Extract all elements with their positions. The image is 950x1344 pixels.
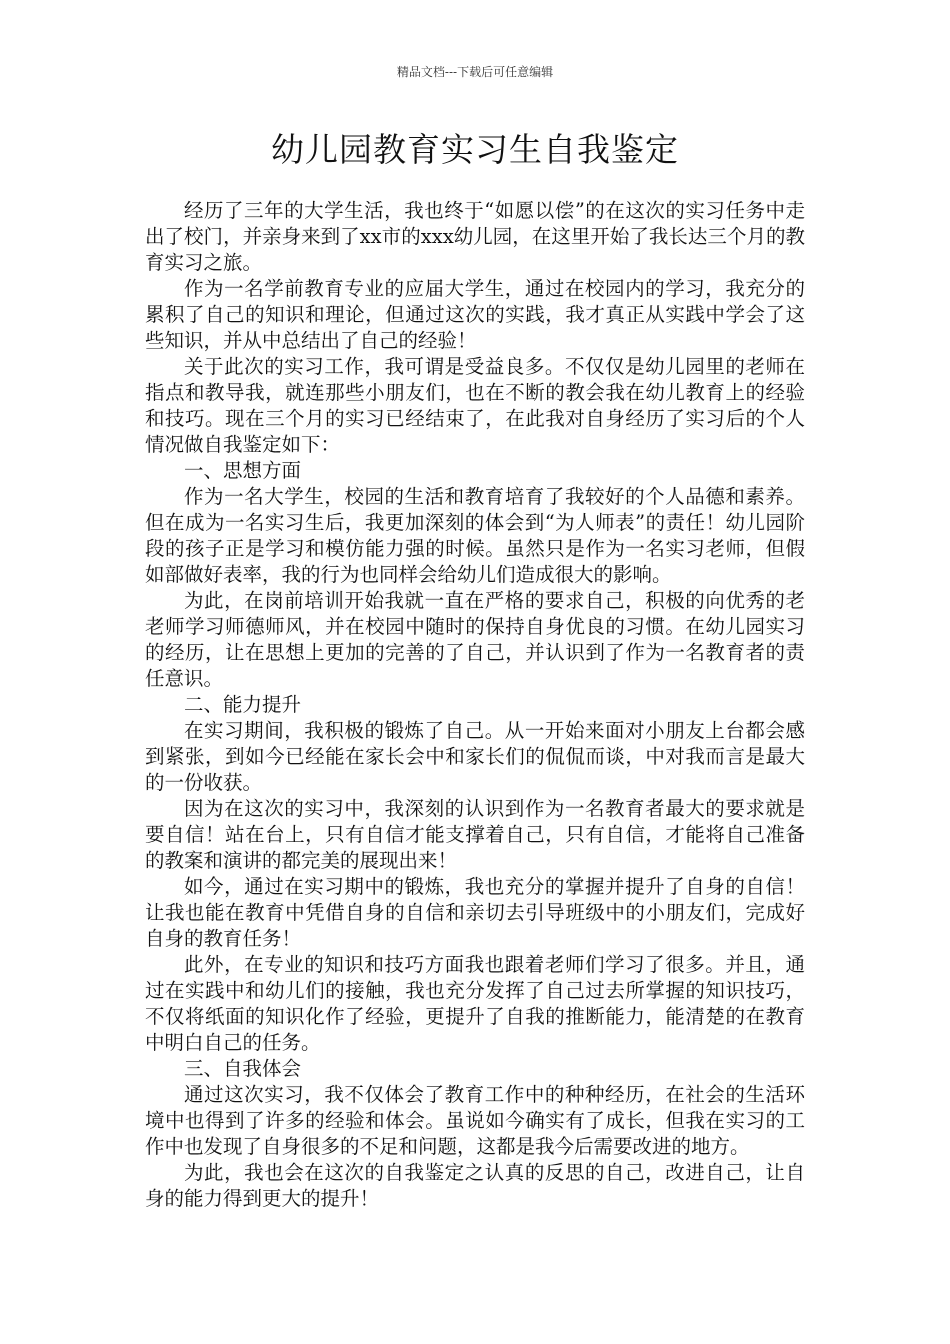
paragraph: 通过这次实习，我不仅体会了教育工作中的种种经历，在社会的生活环境中也得到了许多的经验和体会。虽说如今确实有了成长，但我在实习的工作中也发现了自身很多的不足和问题，这都是我今后需要改进的地方。 [145, 1083, 805, 1158]
section-heading: 二、能力提升 [184, 693, 302, 716]
paragraph: 在实习期间，我积极的锻炼了自己。从一开始来面对小朋友上台都会感到紧张，到如今已经能在家长会中和家长们的侃侃而谈，中对我而言是最大的一份收获。 [145, 719, 805, 794]
document-body [145, 198, 805, 1212]
paragraph: 关于此次的实习工作，我可谓是受益良多。不仅仅是幼儿园里的老师在指点和教导我，就连那些小朋友们，也在不断的教会我在幼儿教育上的经验和技巧。现在三个月的实习已经结束了，在此我对自身经历了实习后的个人情况做自我鉴定如下： [145, 355, 805, 456]
paragraph: 作为一名学前教育专业的应届大学生，通过在校园内的学习，我充分的累积了自己的知识和理论，但通过这次的实践，我才真正从实践中学会了这些知识，并从中总结出了自己的经验！ [145, 277, 805, 352]
section-heading: 三、自我体会 [184, 1057, 302, 1080]
paragraph-intro: 经历了三年的大学生活，我也终于“如愿以偿”的在这次的实习任务中走出了校门，并亲身来到了xx市的xxx幼儿园，在这里开始了我长达三个月的教育实习之旅。 [145, 199, 805, 274]
paragraph-closing: 为此，我也会在这次的自我鉴定之认真的反思的自己，改进自己，让自身的能力得到更大的提升！ [145, 1161, 805, 1210]
section-heading: 一、思想方面 [184, 459, 302, 482]
page-header: 精品文档---下载后可任意编辑 [396, 65, 554, 79]
paragraph: 此外，在专业的知识和技巧方面我也跟着老师们学习了很多。并且，通过在实践中和幼儿们的接触，我也充分发挥了自己过去所掌握的知识技巧，不仅将纸面的知识化作了经验，更提升了自我的推断能力，能清楚的在教育中明白自己的任务。 [145, 953, 805, 1054]
paragraph: 因为在这次的实习中，我深刻的认识到作为一名教育者最大的要求就是要自信！站在台上，只有自信才能支撑着自己，只有自信，才能将自己准备的教案和演讲的都完美的展现出来！ [145, 797, 805, 872]
paragraph: 如今，通过在实习期中的锻炼，我也充分的掌握并提升了自身的自信！让我也能在教育中凭借自身的自信和亲切去引导班级中的小朋友们，完成好自身的教育任务！ [145, 875, 805, 950]
document-title: 幼儿园教育实习生自我鉴定 [271, 130, 679, 169]
paragraph: 作为一名大学生，校园的生活和教育培育了我较好的个人品德和素养。但在成为一名实习生后，我更加深刻的体会到“为人师表”的责任！幼儿园阶段的孩子正是学习和模仿能力强的时候。虽然只是作为一名实习老师，但假如部做好表率，我的行为也同样会给幼儿们造成很大的影响。 [145, 485, 805, 586]
paragraph: 为此，在岗前培训开始我就一直在严格的要求自己，积极的向优秀的老老师学习师德师风，并在校园中随时的保持自身优良的习惯。在幼儿园实习的经历，让在思想上更加的完善的了自己，并认识到了作为一名教育者的责任意识。 [145, 589, 805, 690]
